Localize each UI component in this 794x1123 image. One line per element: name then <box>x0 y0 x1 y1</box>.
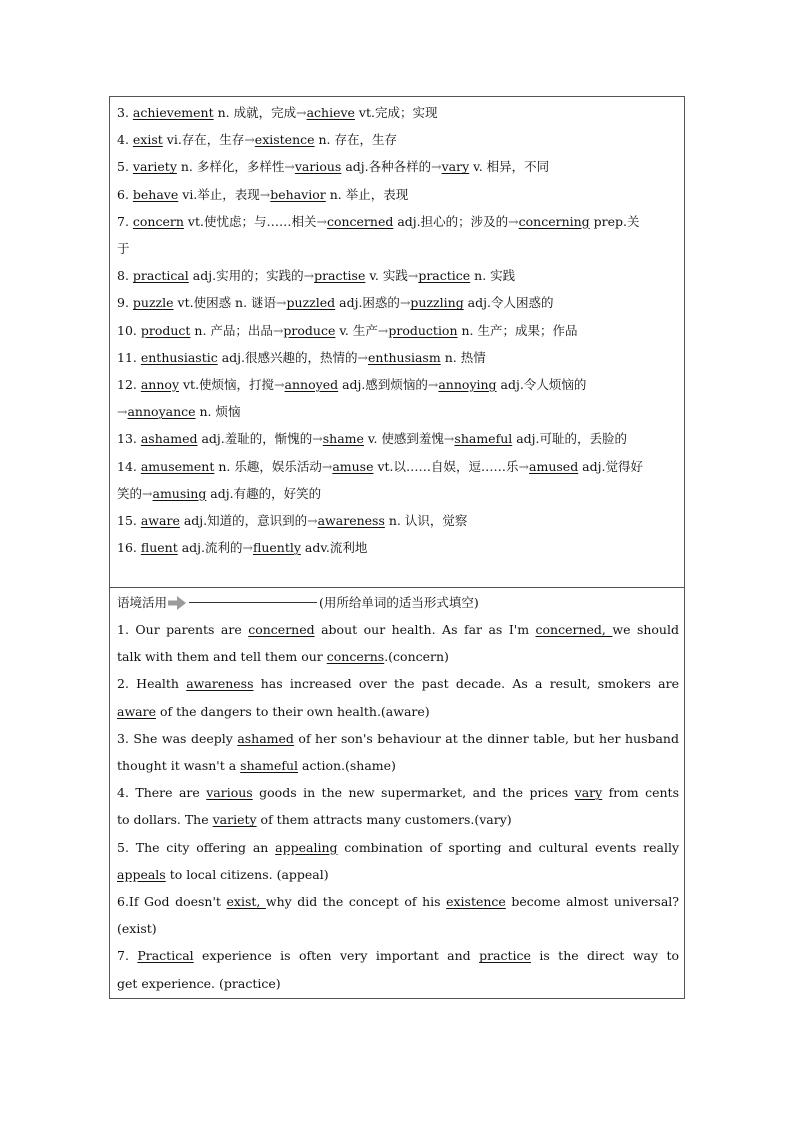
item-number: 16. <box>117 540 141 556</box>
line-text: 5. The city offering an <box>117 839 276 855</box>
answer-word: practice <box>418 268 471 284</box>
line-text: of the dangers to their own health.(aware) <box>155 703 430 719</box>
answer-word: fluently <box>252 540 301 556</box>
line-text: vi.存在，生存 <box>162 132 245 148</box>
line-text: adj.各种各样的 <box>341 159 432 175</box>
context-title: 语境活用 <box>117 595 168 610</box>
vocab-item <box>117 317 679 344</box>
line-text: adj.令人烦恼的 <box>496 377 587 393</box>
line-text: is the direct way to <box>530 948 680 964</box>
answer-word: achievement <box>132 105 214 120</box>
line-text: we should <box>612 622 679 637</box>
item-number: 13. <box>117 431 141 447</box>
item-number: 7. <box>117 213 133 229</box>
vocab-item <box>117 126 679 153</box>
answer-word: concerning <box>518 213 590 229</box>
line-text: 2. Health <box>117 676 187 692</box>
line-text: adv.流利地 <box>300 540 368 556</box>
derivation-arrow-icon: → <box>427 377 439 393</box>
exercise-line <box>117 942 679 969</box>
line-text: 7. <box>117 948 138 964</box>
item-number: 15. <box>117 513 141 529</box>
answer-word: annoyed <box>284 377 339 393</box>
item-number: 11. <box>117 349 141 365</box>
vocab-item <box>117 480 679 507</box>
answer-word: annoyance <box>127 404 196 420</box>
answer-word: awareness <box>317 513 385 529</box>
derivation-arrow-icon: → <box>316 213 327 229</box>
line-text: 4. There are <box>117 785 207 801</box>
line-text: 于 <box>117 241 130 257</box>
answer-word: exist <box>132 132 163 148</box>
line-text: adj.觉得好 <box>578 458 643 474</box>
answer-word: shameful <box>454 431 513 447</box>
answer-word: puzzle <box>132 295 174 311</box>
line-text: v. 相异，不同 <box>469 159 550 175</box>
answer-word: concerns <box>326 649 385 665</box>
line-text: n. 产品；出品 <box>190 322 273 338</box>
answer-word: Practical <box>137 948 194 964</box>
line-text: 6.If God doesn't <box>117 894 227 910</box>
derivation-arrow-icon: → <box>142 485 153 501</box>
line-text: v. 使感到羞愧 <box>363 431 444 447</box>
line-text: vt.使忧虑；与……相关 <box>183 213 317 229</box>
exercise-line <box>117 725 679 752</box>
answer-word: concerned <box>326 213 394 229</box>
answer-word: practice <box>479 948 531 964</box>
line-text: n. 举止，表现 <box>325 186 409 202</box>
derivation-arrow-icon: → <box>307 513 318 529</box>
answer-word: enthusiasm <box>368 349 441 365</box>
exercise-line <box>117 698 679 725</box>
exercise-line <box>117 888 679 915</box>
item-number: 14. <box>117 458 141 474</box>
context-section <box>117 589 679 997</box>
answer-word: shame <box>322 431 364 447</box>
line-text: adj.感到烦恼的 <box>338 377 428 393</box>
line-text: goods in the new supermarket, and the prices <box>252 785 575 801</box>
context-header <box>117 589 679 616</box>
header-rule <box>189 602 317 603</box>
arrow-right-icon <box>168 596 186 610</box>
exercise-line <box>117 915 679 942</box>
exercise-line <box>117 670 679 697</box>
answer-word: concerned, <box>535 622 613 637</box>
line-text: 笑的 <box>117 485 143 501</box>
vocab-item <box>117 208 679 235</box>
vocab-item <box>117 371 679 398</box>
derivation-arrow-icon: → <box>508 213 519 229</box>
answer-word: existence <box>446 894 506 910</box>
answer-word: aware <box>140 513 180 529</box>
exercise-line <box>117 861 679 888</box>
line-text: adj.羞耻的，惭愧的 <box>197 431 313 447</box>
line-text: n. 烦恼 <box>195 404 241 420</box>
line-text: adj.流利的 <box>177 540 243 556</box>
derivation-arrow-icon: → <box>274 377 285 393</box>
answer-word: variety <box>132 159 177 175</box>
answer-word: puzzled <box>286 295 336 311</box>
line-text: has increased over the past decade. As a result, smokers are <box>253 676 679 692</box>
context-lines <box>117 616 679 997</box>
line-text: vt.使困惑 n. 谜语 <box>173 295 277 311</box>
line-text: n. 认识，觉察 <box>384 513 468 529</box>
vocab-item <box>117 507 679 534</box>
vocab-item <box>117 344 679 371</box>
answer-word: amusement <box>140 458 215 474</box>
derivation-arrow-icon: → <box>377 322 389 338</box>
answer-word: ashamed <box>140 431 198 447</box>
line-text: n. 生产；成果；作品 <box>457 322 578 338</box>
line-text: n. 实践 <box>470 268 516 284</box>
line-text: adj.知道的，意识到的 <box>179 513 308 529</box>
answer-word: production <box>388 322 458 338</box>
derivation-arrow-icon: → <box>407 268 419 284</box>
vocab-item <box>117 181 679 208</box>
vocab-item <box>117 99 679 126</box>
answer-word: practical <box>132 268 189 284</box>
line-text: 1. Our parents are <box>117 622 249 637</box>
derivation-arrow-icon: → <box>518 458 530 474</box>
line-text: prep.关 <box>589 213 640 229</box>
derivation-arrow-icon: → <box>357 349 368 365</box>
line-text: talk with them and tell them our <box>117 649 327 665</box>
answer-word: achieve <box>306 105 355 120</box>
answer-word: concerned <box>248 622 315 637</box>
line-text: adj.困惑的 <box>335 295 400 311</box>
item-number: 6. <box>117 186 133 202</box>
derivation-arrow-icon: → <box>117 404 128 420</box>
exercise-line <box>117 806 679 833</box>
line-text: 3. She was deeply <box>117 730 238 746</box>
item-number: 5. <box>117 159 133 175</box>
derivation-arrow-icon: → <box>276 295 287 311</box>
line-text: about our health. As far as I'm <box>314 622 536 637</box>
answer-word: product <box>140 322 191 338</box>
answer-word: shameful <box>240 758 299 774</box>
line-text: n. 存在，生存 <box>314 132 398 148</box>
answer-word: annoy <box>140 377 180 393</box>
worksheet-box <box>109 96 685 999</box>
derivation-arrow-icon: → <box>321 458 333 474</box>
line-text: adj.可耻的，丢脸的 <box>512 431 628 447</box>
line-text: thought it wasn't a <box>117 758 241 774</box>
line-text: n. 热情 <box>440 349 486 365</box>
line-text: n. 乐趣，娱乐活动 <box>214 458 322 474</box>
line-text: n. 成就，完成 <box>213 105 297 120</box>
line-text: experience is often very important and <box>193 948 480 964</box>
answer-word: appeals <box>117 866 166 882</box>
line-text: vi.举止，表现 <box>178 186 260 202</box>
section-divider <box>110 587 684 588</box>
exercise-line <box>117 752 679 779</box>
answer-word: practise <box>314 268 366 284</box>
line-text: v. 生产 <box>335 322 378 338</box>
line-text: action.(shame) <box>298 758 396 774</box>
line-text: get experience. (practice) <box>117 975 281 991</box>
line-text: of them attracts many customers.(vary) <box>256 812 512 828</box>
line-text: (exist) <box>117 921 157 937</box>
line-text: adj.有趣的，好笑的 <box>206 485 322 501</box>
answer-word: vary <box>574 785 603 801</box>
vocabulary-list <box>117 99 679 561</box>
line-text: vt.使烦恼，打搅 <box>179 377 275 393</box>
item-number: 4. <box>117 132 133 148</box>
line-text: combination of sporting and cultural events really <box>337 839 680 855</box>
answer-word: awareness <box>186 676 254 692</box>
line-text: vt.完成；实现 <box>354 105 438 120</box>
vocab-item <box>117 398 679 425</box>
derivation-arrow-icon: → <box>443 431 455 447</box>
line-text: become almost universal? <box>505 894 679 910</box>
answer-word: existence <box>254 132 315 148</box>
vocab-item <box>117 289 679 316</box>
answer-word: aware <box>117 703 156 719</box>
derivation-arrow-icon: → <box>244 132 255 148</box>
item-number: 8. <box>117 268 133 284</box>
answer-word: behavior <box>270 186 326 202</box>
answer-word: behave <box>132 186 179 202</box>
derivation-arrow-icon: → <box>284 159 295 175</box>
line-text: adj.实用的；实践的 <box>188 268 304 284</box>
item-number: 10. <box>117 322 141 338</box>
answer-word: various <box>206 785 253 801</box>
vocab-item <box>117 425 679 452</box>
derivation-arrow-icon: → <box>303 268 315 284</box>
line-text: adj.很感兴趣的，热情的 <box>217 349 358 365</box>
derivation-arrow-icon: → <box>272 322 284 338</box>
derivation-arrow-icon: → <box>296 105 307 120</box>
answer-word: exist, <box>226 894 266 910</box>
exercise-line <box>117 616 679 643</box>
context-instruction: (用所给单词的适当形式填空) <box>319 595 479 610</box>
derivation-arrow-icon: → <box>242 540 253 556</box>
vocab-item <box>117 262 679 289</box>
derivation-arrow-icon: → <box>312 431 323 447</box>
answer-word: puzzling <box>410 295 464 311</box>
answer-word: amused <box>529 458 579 474</box>
answer-word: vary <box>441 159 470 175</box>
vocab-item <box>117 153 679 180</box>
vocab-item <box>117 235 679 262</box>
exercise-line <box>117 970 679 997</box>
exercise-line <box>117 834 679 861</box>
line-text: to local citizens. (appeal) <box>165 866 329 882</box>
vocab-item <box>117 453 679 480</box>
item-number: 9. <box>117 295 133 311</box>
answer-word: produce <box>283 322 336 338</box>
exercise-line <box>117 779 679 806</box>
vocab-item <box>117 534 679 561</box>
item-number: 3. <box>117 105 133 120</box>
item-number: 12. <box>117 377 141 393</box>
line-text: why did the concept of his <box>265 894 447 910</box>
answer-word: enthusiastic <box>140 349 218 365</box>
answer-word: fluent <box>140 540 178 556</box>
line-text: n. 多样化，多样性 <box>176 159 285 175</box>
line-text: from cents <box>602 785 679 801</box>
derivation-arrow-icon: → <box>259 186 271 202</box>
answer-word: various <box>294 159 342 175</box>
answer-word: appealing <box>275 839 338 855</box>
answer-word: amusing <box>152 485 207 501</box>
answer-word: amuse <box>332 458 374 474</box>
exercise-line <box>117 643 679 670</box>
line-text: vt.以……自娱，逗……乐 <box>373 458 519 474</box>
answer-word: variety <box>212 812 257 828</box>
line-text: adj.令人困惑的 <box>463 295 554 311</box>
derivation-arrow-icon: → <box>431 159 442 175</box>
answer-word: concern <box>132 213 184 229</box>
line-text: to dollars. The <box>117 812 213 828</box>
line-text: .(concern) <box>384 649 449 665</box>
derivation-arrow-icon: → <box>399 295 411 311</box>
answer-word: ashamed <box>237 730 294 746</box>
line-text: of her son's behaviour at the dinner table, but her husband <box>293 730 679 746</box>
answer-word: annoying <box>438 377 497 393</box>
line-text: v. 实践 <box>365 268 408 284</box>
line-text: adj.担心的；涉及的 <box>393 213 509 229</box>
